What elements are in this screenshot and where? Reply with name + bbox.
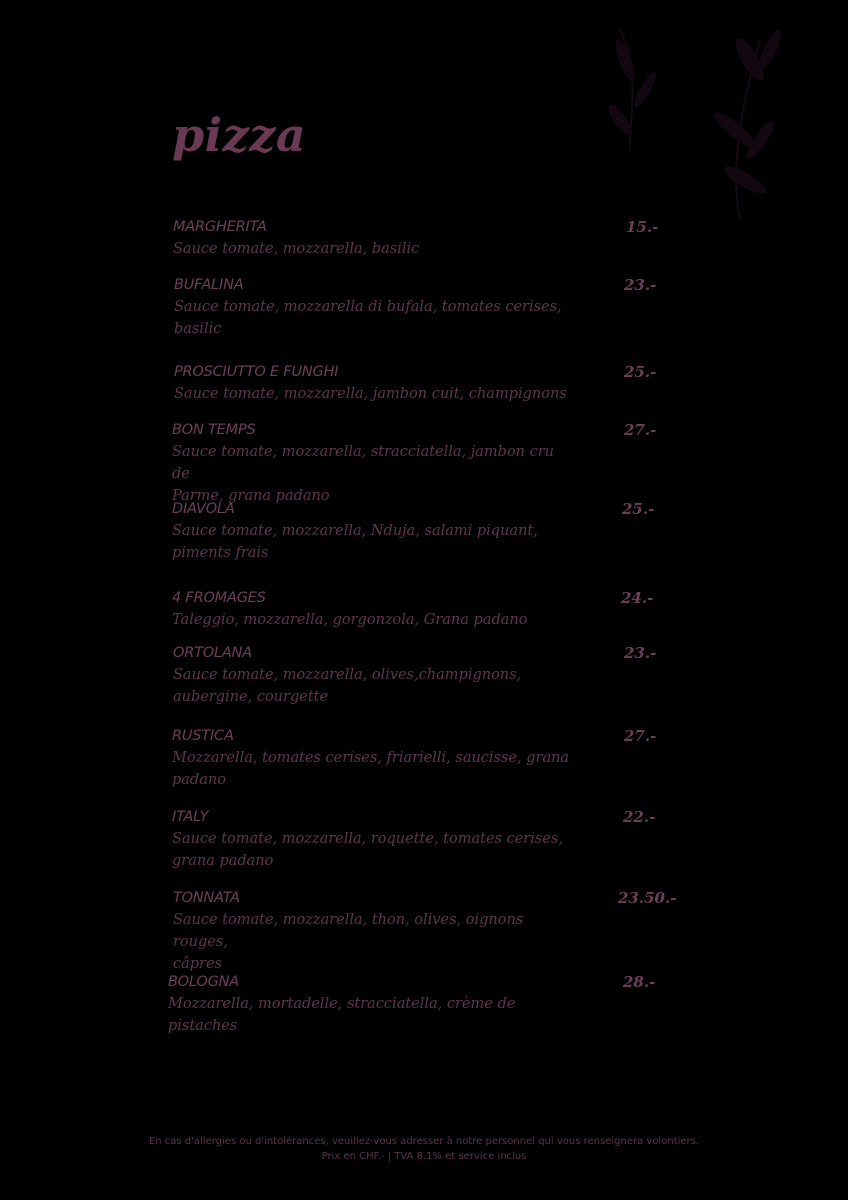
item-price: 15.- [626,218,659,236]
menu-item [172,725,572,791]
footer-note [0,1134,848,1164]
menu-item [172,498,572,564]
menu-item [172,419,572,507]
item-name: ITALY [172,809,209,825]
item-name: BOLOGNA [168,974,240,990]
menu-item [173,642,573,708]
item-description-line: Sauce tomate, mozzarella, roquette, tomates cerises, [172,831,563,847]
item-description-line: Parme, grana padano [172,488,330,504]
item-name: PROSCIUTTO E FUNGHI [174,364,339,380]
item-price: 23.- [624,276,657,294]
menu-item [172,587,572,631]
item-price: 23.- [624,644,657,662]
item-name: BON TEMPS [172,422,256,438]
item-price: 28.- [623,973,656,991]
menu-item [174,361,574,405]
leaf-branch-icon [590,20,810,230]
item-price: 24.- [621,589,654,607]
item-name: BUFALINA [174,277,244,293]
item-description-line: aubergine, courgette [173,689,329,705]
menu-title: pizza [172,108,307,162]
price-note: Prix en CHF.- | TVA 8.1% et service inclus [321,1151,527,1162]
item-price: 22.- [623,808,656,826]
item-description-line: Taleggio, mozzarella, gorgonzola, Grana padano [172,612,528,628]
item-price: 27.- [624,421,657,439]
item-description-line: Mozzarella, mortadelle, stracciatella, crème de pistaches [168,996,516,1034]
item-description-line: grana padano [172,853,274,869]
menu-item [174,274,574,340]
item-price: 23.50.- [618,889,677,907]
item-description-line: Mozzarella, tomates cerises, friarielli, saucisse, grana [172,750,570,766]
item-description-line: piments frais [172,545,269,561]
menu-item [168,971,568,1037]
item-name: RUSTICA [172,728,234,744]
menu-item [173,887,573,975]
item-name: 4 FROMAGES [172,590,266,606]
item-price: 25.- [622,500,655,518]
item-price: 25.- [624,363,657,381]
item-description-line: Sauce tomate, mozzarella, stracciatella, jambon cru de [172,444,555,482]
allergy-note: En cas d'allergies ou d'intolérances, veuillez-vous adresser à notre personnel qui vous renseignera volontiers. [148,1136,700,1147]
item-description-line: Sauce tomate, mozzarella, thon, olives, oignons rouges, [173,912,524,950]
item-description-line: Sauce tomate, mozzarella, jambon cuit, champignons [174,386,567,402]
item-description-line: basilic [174,321,222,337]
menu-item [172,806,572,872]
item-name: ORTOLANA [173,645,252,661]
item-description-line: padano [172,772,226,788]
item-name: MARGHERITA [173,219,267,235]
item-description-line: câpres [173,956,223,972]
item-description-line: Sauce tomate, mozzarella di bufala, tomates cerises, [174,299,562,315]
item-name: DIAVOLA [172,501,235,517]
item-description-line: Sauce tomate, mozzarella, Nduja, salami piquant, [172,523,538,539]
menu-item [173,216,573,260]
item-name: TONNATA [173,890,240,906]
item-description-line: Sauce tomate, mozzarella, olives,champignons, [173,667,522,683]
item-description-line: Sauce tomate, mozzarella, basilic [173,241,420,257]
item-price: 27.- [624,727,657,745]
